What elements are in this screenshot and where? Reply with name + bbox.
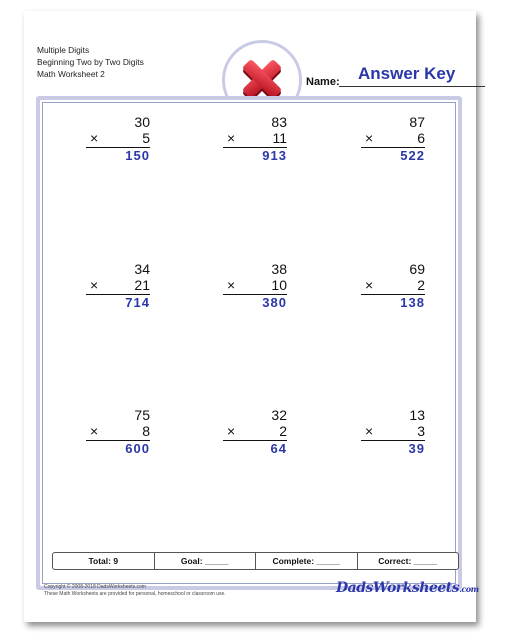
problem-answer: 150 [125,148,150,163]
worksheet-title [37,44,144,80]
problem-bottom: 6 [417,130,425,146]
multiply-sign: × [227,277,236,293]
complete-cell[interactable]: Complete: _____ [256,553,358,569]
problem-bottom: 10 [271,277,287,293]
problem-4 [82,261,150,311]
problem-top: 13 [409,407,425,423]
multiply-sign: × [90,130,99,146]
brand-suffix: .com [459,584,479,594]
problem-5 [219,261,287,311]
name-label: Name: [306,76,340,88]
problem-8 [219,407,287,457]
problem-bottom: 2 [279,423,287,439]
answer-key-label: Answer Key [358,64,456,83]
problem-9 [357,407,425,457]
problem-bottom: 21 [134,277,150,293]
problems-frame [36,96,462,590]
brand-name: DadsWorksheets [336,580,460,596]
multiply-sign: × [90,423,99,439]
score-table [52,552,459,570]
problem-answer: 600 [125,441,150,456]
total-cell: Total: 9 [53,553,155,569]
problem-answer: 714 [125,295,150,310]
problem-top: 32 [271,407,287,423]
problem-bottom: 2 [417,277,425,293]
problem-bottom: 3 [417,423,425,439]
multiply-sign: × [365,130,374,146]
copyright-line-1: Copyright © 2008-2018 DadsWorksheets.com [44,584,146,590]
problem-6 [357,261,425,311]
problem-answer: 380 [262,295,287,310]
problem-top: 38 [271,261,287,277]
problem-top: 30 [134,114,150,130]
problem-top: 69 [409,261,425,277]
goal-cell[interactable]: Goal: _____ [155,553,257,569]
name-line[interactable] [339,85,485,87]
title-line-1: Multiple Digits [37,45,90,55]
copyright-line-2: These Math Worksheets are provided for personal, homeschool or classroom use. [44,590,226,597]
problem-top: 34 [134,261,150,277]
problem-bottom: 5 [142,130,150,146]
problem-top: 87 [409,114,425,130]
problem-3 [357,114,425,164]
problem-answer: 64 [270,441,287,456]
problem-bottom: 11 [272,130,287,146]
multiply-sign: × [365,423,374,439]
title-line-3: Math Worksheet 2 [37,69,105,79]
problem-answer: 138 [400,295,425,310]
multiply-sign: × [227,130,236,146]
multiply-sign: × [90,277,99,293]
problem-answer: 522 [400,148,425,163]
multiply-sign: × [227,423,236,439]
title-line-2: Beginning Two by Two Digits [37,57,144,67]
problem-2 [219,114,287,164]
problem-top: 83 [271,114,287,130]
problem-top: 75 [134,407,150,423]
problem-7 [82,407,150,457]
problem-bottom: 8 [142,423,150,439]
problem-answer: 39 [408,441,425,456]
copyright-notice [44,584,226,597]
brand-logo [336,580,479,596]
worksheet-page [24,11,479,622]
problem-answer: 913 [262,148,287,163]
problem-1 [82,114,150,164]
multiply-sign: × [365,277,374,293]
correct-cell[interactable]: Correct: _____ [378,556,438,566]
